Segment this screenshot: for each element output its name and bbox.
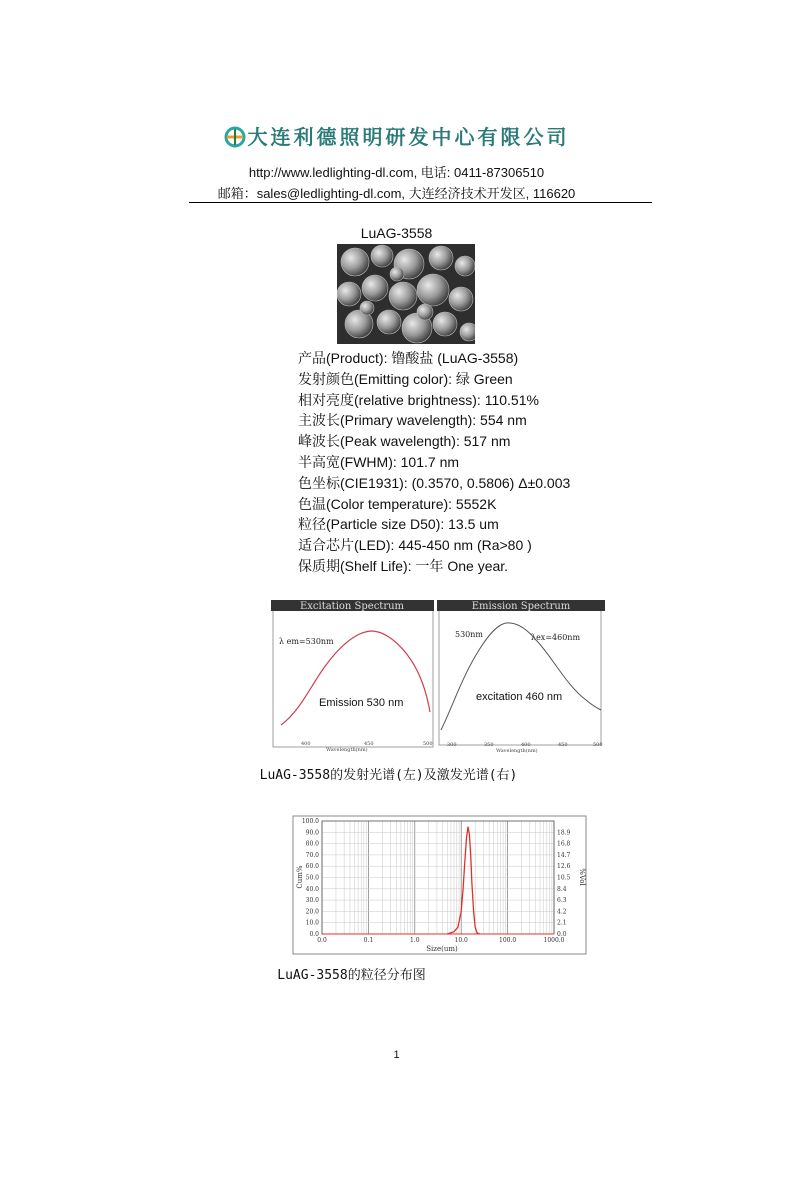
emission-xlabel: Wavelength(nm) (496, 748, 538, 754)
contact-line-email: 邮箱：sales@ledlighting-dl.com, 大连经济技术开发区, 116620 (217, 186, 576, 201)
spectra-caption: LuAG-3558的发射光谱(左)及激发光谱(右) (259, 768, 518, 783)
particle-shape (341, 248, 369, 276)
page-number: 1 (393, 1049, 400, 1061)
particle-shape (433, 312, 457, 336)
spec-line: 峰波长(Peak wavelength): 517 nm (298, 433, 511, 450)
contact-line-web: http://www.ledlighting-dl.com, 电话: 0411-87306510 (248, 165, 545, 180)
psd-ylabel-right: %Vol (578, 868, 586, 886)
particle-shape (460, 323, 475, 341)
particle-shape (390, 267, 404, 281)
emission-label-left: 530nm (455, 630, 484, 639)
psd-ytick-left: 90.0 (305, 829, 319, 837)
product-specs (298, 348, 570, 577)
psd-ytick-left: 70.0 (305, 851, 319, 859)
psd-ytick-left: 20.0 (305, 908, 319, 916)
particle-shape (429, 246, 453, 270)
psd-caption: LuAG-3558的粒径分布图 (277, 968, 426, 983)
spec-line: 色温(Color temperature): 5552K (298, 495, 497, 512)
psd-ytick-left: 0.0 (309, 931, 319, 938)
excitation-label: λ em=530nm (279, 637, 334, 646)
spec-line: 保质期(Shelf Life): 一年 One year. (298, 557, 509, 574)
psd-xtick: 1000.0 (543, 937, 565, 944)
particle-size-chart (292, 815, 587, 955)
psd-ytick-right: 6.3 (557, 897, 567, 905)
psd-ytick-left: 10.0 (305, 919, 319, 927)
particle-shape (417, 304, 433, 320)
emission-tick-0: 300 (447, 742, 457, 748)
excitation-header: Excitation Spectrum (299, 601, 405, 612)
particle-shape (371, 245, 393, 267)
particle-shape (377, 310, 401, 334)
particle-shape (337, 282, 361, 306)
emission-tick-2: 400 (521, 742, 531, 748)
psd-ytick-left: 100.0 (301, 818, 319, 825)
particle-shape (360, 301, 374, 315)
psd-ytick-left: 40.0 (305, 885, 319, 893)
psd-ytick-left: 60.0 (305, 863, 319, 871)
psd-ytick-right: 14.7 (557, 851, 571, 859)
psd-xtick: 0.1 (363, 937, 374, 944)
header-divider (189, 202, 652, 203)
excitation-note: Emission 530 nm (319, 697, 404, 709)
psd-ytick-right: 10.5 (557, 874, 571, 882)
particle-shape (455, 256, 475, 276)
spec-line: 半高宽(FWHM): 101.7 nm (298, 453, 460, 470)
psd-ytick-left: 30.0 (305, 897, 319, 905)
particle-shape (417, 274, 449, 306)
psd-xtick: 10.0 (454, 937, 468, 944)
excitation-tick-2: 500 (423, 741, 433, 747)
emission-tick-1: 350 (484, 742, 494, 748)
excitation-panel (273, 610, 433, 747)
psd-ytick-right: 4.2 (557, 908, 567, 916)
psd-xtick: 100.0 (499, 937, 517, 944)
particle-micrograph-image (337, 244, 475, 344)
spectra-figure (271, 600, 605, 755)
company-name (0, 121, 793, 150)
spec-line: 主波长(Primary wavelength): 554 nm (298, 412, 527, 429)
spec-line: 相对亮度(relative brightness): 110.51% (298, 391, 539, 408)
spec-line: 发射颜色(Emitting color): 绿 Green (298, 370, 513, 387)
psd-ytick-right: 8.4 (557, 885, 567, 893)
psd-xtick: 1.0 (410, 937, 420, 944)
psd-frame (293, 816, 586, 954)
excitation-tick-0: 400 (301, 741, 311, 747)
psd-ytick-left: 50.0 (305, 874, 319, 882)
spec-line: 产品(Product): 镥酸盐 (LuAG-3558) (298, 350, 519, 366)
emission-note: excitation 460 nm (476, 691, 563, 703)
spec-line: 色坐标(CIE1931): (0.3570, 0.5806) Δ±0.003 (298, 474, 571, 491)
psd-ytick-right: 18.9 (557, 829, 571, 837)
particle-shape (449, 287, 473, 311)
psd-ytick-left: 80.0 (305, 840, 319, 848)
excitation-tick-1: 450 (364, 741, 374, 747)
spec-line: 适合芯片(LED): 445-450 nm (Ra>80 ) (298, 537, 532, 554)
particle-shape (362, 275, 388, 301)
psd-ylabel-left: Cum% (296, 865, 304, 889)
psd-xlabel: Size(um) (426, 945, 458, 953)
product-title: LuAG-3558 (360, 225, 433, 241)
spec-line: 粒径(Particle size D50): 13.5 um (298, 516, 499, 533)
emission-header: Emission Spectrum (471, 601, 571, 612)
emission-label-right: λex=460nm (531, 633, 581, 642)
psd-ytick-right: 2.1 (557, 919, 567, 927)
psd-xtick: 0.0 (317, 937, 327, 944)
emission-tick-3: 450 (558, 742, 568, 748)
company-name-text: 大连利德照明研发中心有限公司 (247, 125, 570, 149)
emission-tick-4: 500 (593, 742, 603, 748)
psd-ytick-right: 12.6 (557, 863, 571, 871)
company-logo-icon (224, 126, 246, 148)
particle-shape (389, 282, 417, 310)
excitation-xlabel: Wavelength(nm) (326, 747, 368, 753)
psd-ytick-right: 16.8 (557, 840, 571, 848)
psd-ytick-right: 0.0 (557, 931, 567, 938)
